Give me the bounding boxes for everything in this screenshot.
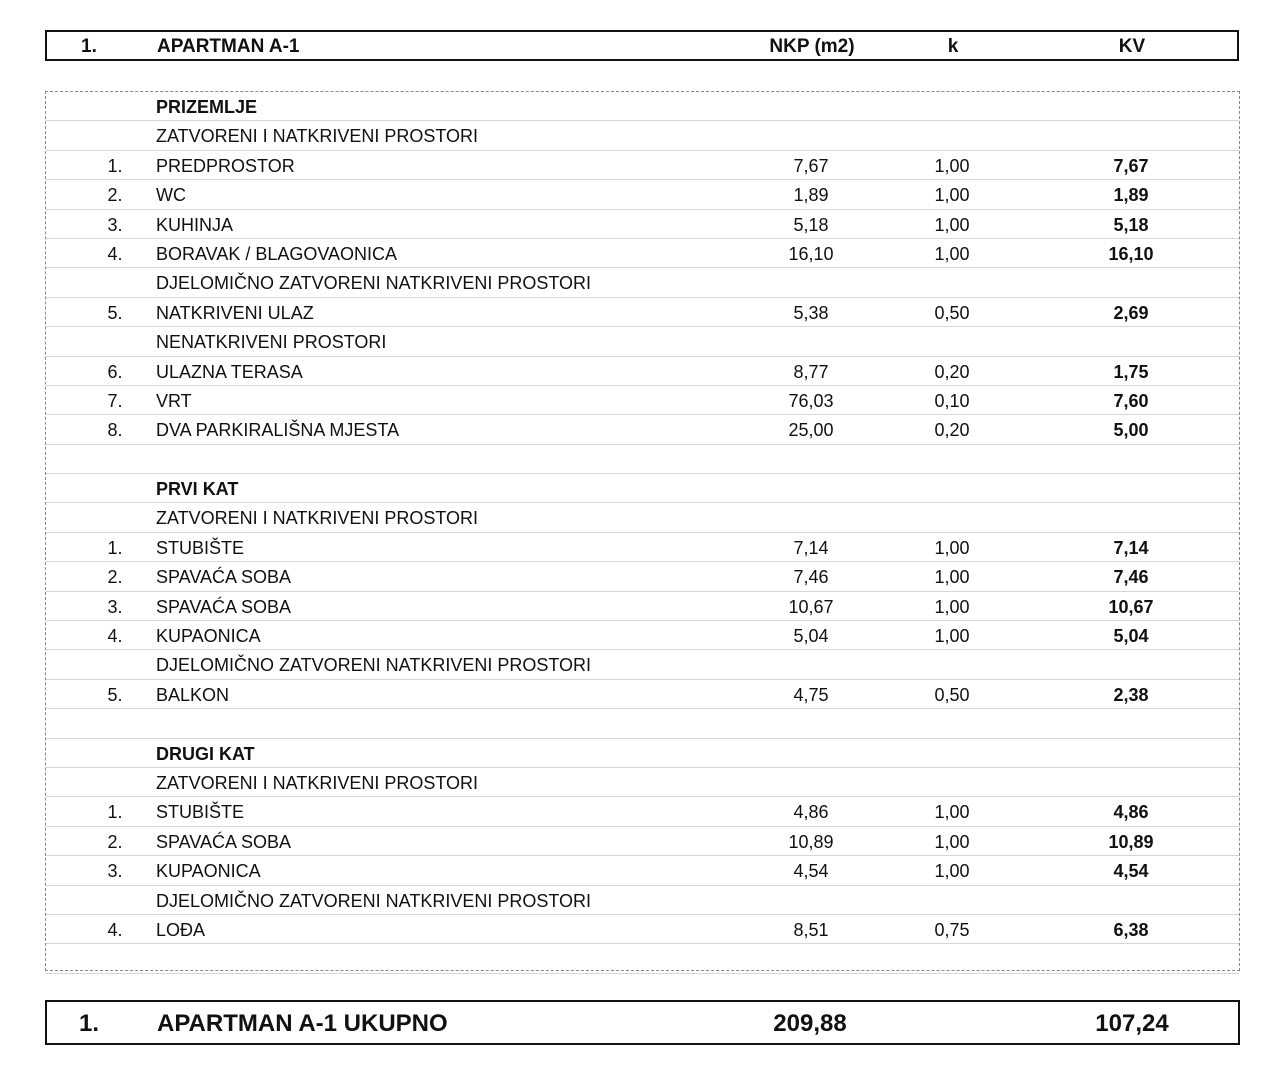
row-k: 1,00 <box>934 626 970 647</box>
row-label: STUBIŠTE <box>156 537 245 558</box>
row-k: 1,00 <box>934 831 970 852</box>
row-k: 0,50 <box>934 684 970 705</box>
table-row <box>46 797 1239 826</box>
total-number: 1. <box>79 1010 100 1037</box>
rooms-table <box>45 91 1240 971</box>
row-k: 1,00 <box>934 861 970 882</box>
row-label: WC <box>156 185 186 206</box>
row-label: NATKRIVENI ULAZ <box>156 302 314 323</box>
row-nkp: 7,14 <box>793 537 829 558</box>
row-number: 1. <box>107 802 123 823</box>
category-row <box>46 327 1239 356</box>
row-k: 1,00 <box>934 214 970 235</box>
table-row <box>46 621 1239 650</box>
table-row <box>46 357 1239 386</box>
row-k: 0,10 <box>934 390 970 411</box>
row-nkp: 10,67 <box>788 596 834 617</box>
table-row <box>46 915 1239 944</box>
row-nkp: 7,46 <box>793 567 829 588</box>
row-number: 5. <box>107 302 123 323</box>
table-row <box>46 239 1239 268</box>
row-kv: 2,38 <box>1113 684 1149 705</box>
row-k: 1,00 <box>934 185 970 206</box>
spacer-row <box>46 709 1239 738</box>
row-number: 6. <box>107 361 123 382</box>
header-col-nkp: NKP (m2) <box>769 36 855 57</box>
table-row <box>46 151 1239 180</box>
row-k: 1,00 <box>934 243 970 264</box>
table-row <box>46 386 1239 415</box>
table-row <box>46 827 1239 856</box>
row-label: ULAZNA TERASA <box>156 361 303 382</box>
row-number: 4. <box>107 919 123 940</box>
row-label: DJELOMIČNO ZATVORENI NATKRIVENI PROSTORI <box>156 273 592 294</box>
row-k: 1,00 <box>934 155 970 176</box>
row-label: PREDPROSTOR <box>156 155 295 176</box>
row-nkp: 76,03 <box>788 390 834 411</box>
row-kv: 4,54 <box>1113 861 1149 882</box>
row-nkp: 1,89 <box>793 185 829 206</box>
header-col-k: k <box>947 36 959 57</box>
table-row <box>46 562 1239 591</box>
row-nkp: 4,75 <box>793 684 829 705</box>
row-number: 3. <box>107 861 123 882</box>
row-k: 1,00 <box>934 596 970 617</box>
row-nkp: 4,54 <box>793 861 829 882</box>
table-row <box>46 592 1239 621</box>
row-number: 4. <box>107 243 123 264</box>
row-kv: 6,38 <box>1113 919 1149 940</box>
category-row <box>46 768 1239 797</box>
total-label: APARTMAN A-1 UKUPNO <box>157 1010 448 1037</box>
row-k: 1,00 <box>934 802 970 823</box>
row-kv: 7,14 <box>1113 537 1149 558</box>
row-k: 0,20 <box>934 361 970 382</box>
rooms-table-body <box>46 92 1239 974</box>
header-title: APARTMAN A-1 <box>157 36 300 57</box>
category-row <box>46 268 1239 297</box>
table-row <box>46 415 1239 444</box>
row-nkp: 8,51 <box>793 919 829 940</box>
table-row <box>46 680 1239 709</box>
row-label: SPAVAĆA SOBA <box>156 567 292 588</box>
floor-heading-row <box>46 92 1239 121</box>
spacer-row <box>46 944 1239 973</box>
row-kv: 5,00 <box>1113 420 1149 441</box>
row-k: 1,00 <box>934 537 970 558</box>
row-kv: 4,86 <box>1113 802 1149 823</box>
category-row <box>46 121 1239 150</box>
row-number: 2. <box>107 567 123 588</box>
row-label: ZATVORENI I NATKRIVENI PROSTORI <box>156 508 479 529</box>
row-kv: 10,67 <box>1108 596 1154 617</box>
row-label: NENATKRIVENI PROSTORI <box>156 332 387 353</box>
row-k: 0,20 <box>934 420 970 441</box>
category-row <box>46 650 1239 679</box>
row-label: STUBIŠTE <box>156 802 245 823</box>
row-label: ZATVORENI I NATKRIVENI PROSTORI <box>156 772 479 793</box>
row-k: 0,50 <box>934 302 970 323</box>
row-k: 1,00 <box>934 567 970 588</box>
row-kv: 1,89 <box>1113 185 1149 206</box>
row-label: DRUGI KAT <box>156 743 255 764</box>
header-col-kv: KV <box>1118 36 1146 57</box>
row-label: SPAVAĆA SOBA <box>156 596 292 617</box>
row-number: 3. <box>107 596 123 617</box>
row-label: PRIZEMLJE <box>156 97 258 117</box>
row-number: 2. <box>107 831 123 852</box>
row-label: ZATVORENI I NATKRIVENI PROSTORI <box>156 126 479 147</box>
row-k: 0,75 <box>934 919 970 940</box>
category-row <box>46 886 1239 915</box>
row-nkp: 25,00 <box>788 420 834 441</box>
total-kv: 107,24 <box>1095 1010 1169 1037</box>
row-nkp: 5,38 <box>793 302 829 323</box>
table-row <box>46 210 1239 239</box>
row-number: 2. <box>107 185 123 206</box>
table-header <box>45 30 1239 61</box>
row-kv: 1,75 <box>1113 361 1149 382</box>
row-label: KUHINJA <box>156 214 234 235</box>
row-label: KUPAONICA <box>156 626 261 647</box>
total-nkp: 209,88 <box>773 1010 847 1037</box>
table-row <box>46 856 1239 885</box>
row-kv: 5,18 <box>1113 214 1149 235</box>
row-label: LOĐA <box>156 919 206 940</box>
row-kv: 7,67 <box>1113 155 1149 176</box>
row-label: DJELOMIČNO ZATVORENI NATKRIVENI PROSTORI <box>156 655 592 676</box>
row-nkp: 16,10 <box>788 243 834 264</box>
floor-heading-row <box>46 739 1239 768</box>
floor-heading-row <box>46 474 1239 503</box>
row-kv: 2,69 <box>1113 302 1149 323</box>
row-nkp: 10,89 <box>788 831 834 852</box>
table-row <box>46 298 1239 327</box>
row-nkp: 7,67 <box>793 155 829 176</box>
table-row <box>46 533 1239 562</box>
row-kv: 7,60 <box>1113 390 1149 411</box>
spacer-row <box>46 445 1239 474</box>
row-nkp: 8,77 <box>793 361 829 382</box>
row-number: 1. <box>107 537 123 558</box>
row-kv: 5,04 <box>1113 626 1149 647</box>
row-label: KUPAONICA <box>156 861 261 882</box>
row-label: PRVI KAT <box>156 479 239 500</box>
row-nkp: 5,04 <box>793 626 829 647</box>
row-number: 7. <box>107 390 123 411</box>
row-number: 4. <box>107 626 123 647</box>
row-label: VRT <box>156 390 192 411</box>
row-label: BORAVAK / BLAGOVAONICA <box>156 243 398 264</box>
header-number: 1. <box>81 36 97 57</box>
row-label: BALKON <box>156 684 230 705</box>
row-label: DVA PARKIRALIŠNA MJESTA <box>156 420 400 441</box>
row-number: 1. <box>107 155 123 176</box>
row-label: SPAVAĆA SOBA <box>156 831 292 852</box>
row-kv: 16,10 <box>1108 243 1154 264</box>
row-label: DJELOMIČNO ZATVORENI NATKRIVENI PROSTORI <box>156 890 592 911</box>
total-row <box>45 1000 1240 1045</box>
row-nkp: 4,86 <box>793 802 829 823</box>
row-number: 8. <box>107 420 123 441</box>
table-row <box>46 180 1239 209</box>
row-number: 5. <box>107 684 123 705</box>
row-number: 3. <box>107 214 123 235</box>
category-row <box>46 503 1239 532</box>
row-nkp: 5,18 <box>793 214 829 235</box>
row-kv: 7,46 <box>1113 567 1149 588</box>
row-kv: 10,89 <box>1108 831 1154 852</box>
